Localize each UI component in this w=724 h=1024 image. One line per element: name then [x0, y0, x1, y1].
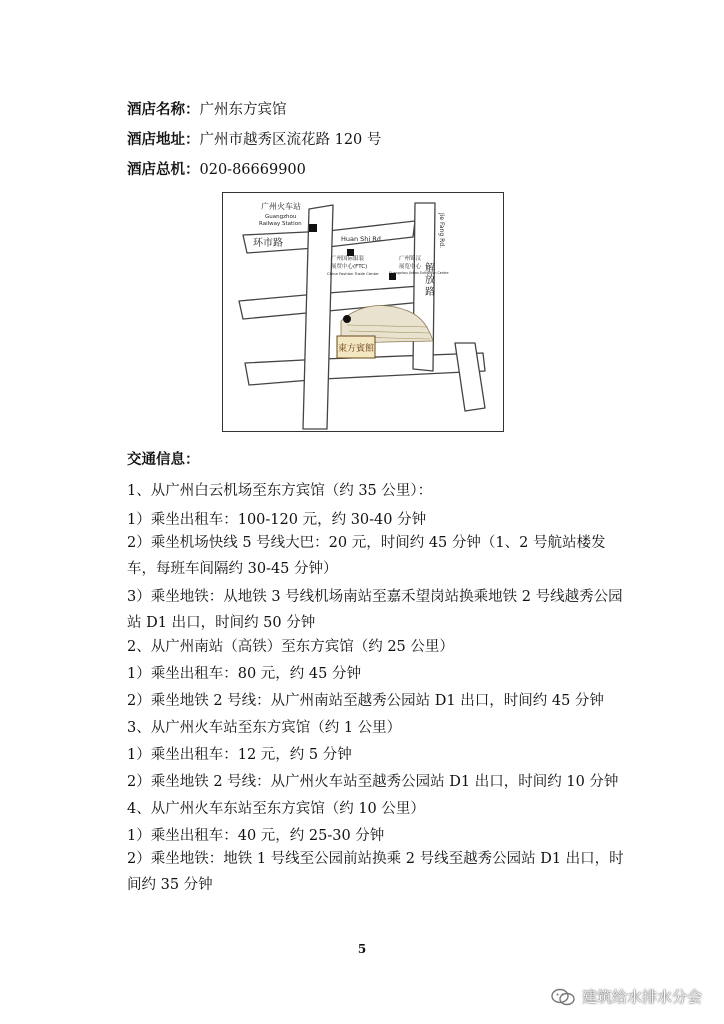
- hotel-phone-label: 酒店总机：: [127, 161, 200, 178]
- transport-line: 2）乘坐地铁 2 号线：从广州火车站至越秀公园站 D1 出口，时间约 10 分钟: [127, 774, 619, 790]
- hotel-phone-value: 020-86669900: [199, 162, 306, 178]
- transport-line: 3）乘坐地铁：从地铁 3 号线机场南站至嘉禾望岗站换乘地铁 2 号线越秀公园站 D1 出口，时间约 50 分钟: [127, 589, 623, 631]
- transport-line: 2、从广州南站（高铁）至东方宾馆（约 25 公里）: [127, 639, 454, 655]
- ftc-label-cn2: 展贸中心(FTC): [331, 264, 368, 270]
- hotel-name-line: [127, 101, 287, 119]
- transport-line: 1）乘坐出租车：100-120 元，约 30-40 分钟: [127, 512, 427, 528]
- ftc-label-cn: 广州国际服装: [331, 256, 365, 262]
- jinhan-label-en: Guangzhou Jinhan Exhibition Centre: [389, 271, 449, 275]
- hotel-address-line: [127, 131, 381, 149]
- hotel-name-label: 酒店名称：: [127, 101, 200, 118]
- transport-line: 4、从广州火车东站至东方宾馆（约 10 公里）: [127, 801, 425, 817]
- jinhan-label-cn2: 展览中心: [399, 264, 422, 270]
- ftc-label-en: China Fashion Trade Center: [327, 271, 379, 276]
- hotel-sign: 東方賓館: [337, 344, 375, 354]
- hotel-name-value: 广州东方宾馆: [199, 102, 287, 118]
- hotel-phone-line: [127, 161, 306, 179]
- watermark-text: 建筑给水排水分会: [581, 988, 702, 1006]
- transport-line: 2）乘坐地铁 2 号线：从广州南站至越秀公园站 D1 出口，时间约 45 分钟: [127, 693, 604, 709]
- ftc-marker: [347, 249, 354, 256]
- huanshi-label-cn: 环市路: [253, 238, 283, 249]
- hotel-address-value: 广州市越秀区流花路 120 号: [199, 132, 382, 148]
- watermark: [550, 986, 702, 1007]
- svg-text:放: 放: [425, 275, 435, 286]
- jiefang-label-en: Jie Fang Rd.: [438, 213, 445, 249]
- transport-line: 1、从广州白云机场至东方宾馆（约 35 公里）：: [127, 483, 433, 499]
- jiefang-label-cn: [425, 261, 435, 298]
- transport-line: 2）乘坐机场快线 5 号线大巴：20 元，时间约 45 分钟（1、2 号航站楼发车，每班车间隔约 30-45 分钟）: [127, 535, 606, 577]
- location-map: [222, 192, 504, 432]
- transport-line: 3、从广州火车站至东方宾馆（约 1 公里）: [127, 720, 402, 736]
- transport-line: 1）乘坐出租车：12 元，约 5 分钟: [127, 747, 352, 763]
- transport-line: 2）乘坐地铁：地铁 1 号线至公园前站换乘 2 号线至越秀公园站 D1 出口，时间约 35 分钟: [127, 851, 624, 893]
- transport-line: 1）乘坐出租车：80 元，约 45 分钟: [127, 666, 361, 682]
- svg-text:路: 路: [425, 287, 435, 298]
- transport-title: 交通信息：: [127, 451, 200, 468]
- huanshi-label-en: Huan Shi Rd.: [341, 235, 384, 243]
- station-marker: [309, 224, 317, 232]
- svg-text:解: 解: [425, 263, 435, 274]
- wechat-icon: [550, 988, 576, 1006]
- hotel-address-label: 酒店地址：: [127, 131, 200, 148]
- station-label-en1: Guangzhou: [265, 214, 297, 220]
- station-label-en2: Railway Station: [259, 221, 302, 227]
- jinhan-label-cn: 广州锦汉: [399, 256, 422, 262]
- page-number: 5: [357, 942, 367, 956]
- transport-line: 1）乘坐出租车：40 元，约 25-30 分钟: [127, 828, 385, 844]
- station-label-cn: 广州火车站: [261, 202, 301, 211]
